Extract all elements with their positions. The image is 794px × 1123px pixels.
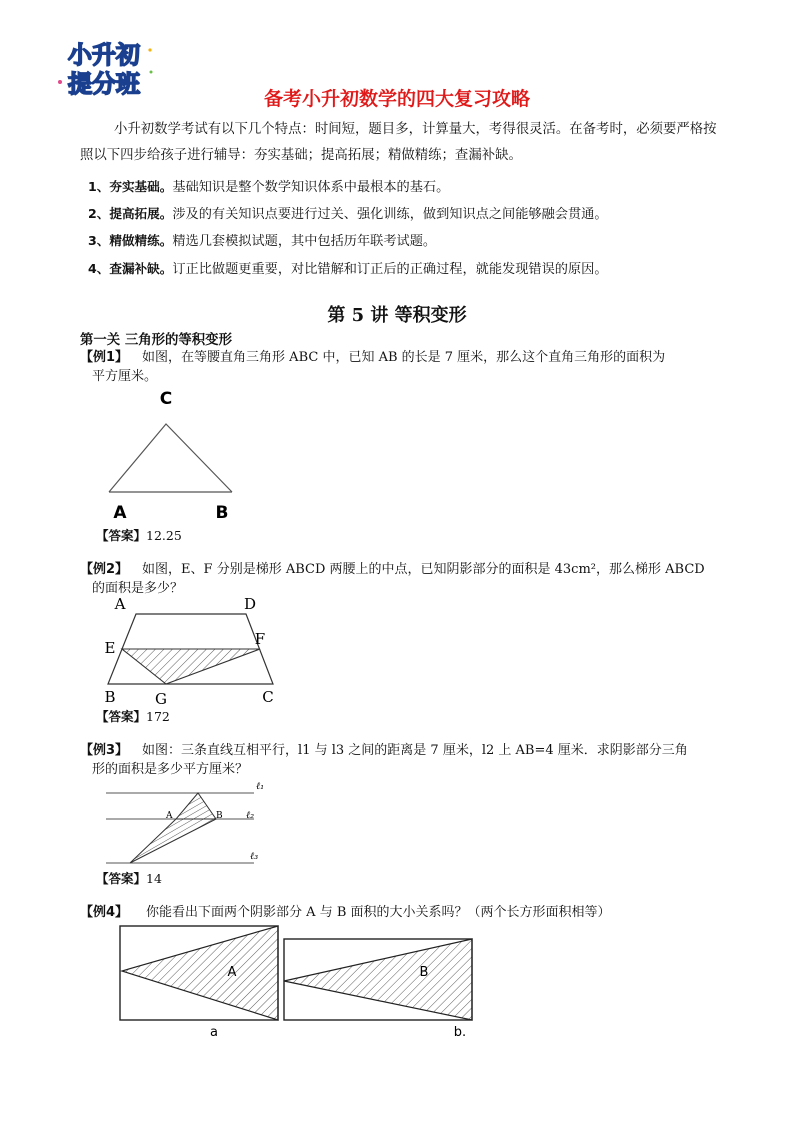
figure-2-trapezoid [100, 594, 285, 710]
example-1-answer-tag: 【答案】 [96, 528, 147, 543]
example-4-tag: 【例4】 [80, 905, 129, 920]
step-3 [88, 230, 728, 249]
fig3-label-a: A [166, 811, 173, 821]
fig4-caption-b: b. [453, 1025, 467, 1040]
intro-paragraph: 小升初数学考试有以下几个特点：时间短，题目多，计算量大，考得很灵活。在备考时，必须要严格按照以下四步给孩子进行辅导：夯实基础；提高拓展；精做精练；查漏补缺。 [80, 122, 717, 163]
example-4 [80, 903, 720, 922]
step-1-text: 基础知识是整个数学知识体系中最根本的基石。 [172, 180, 450, 195]
fig2-label-g: G [155, 690, 167, 708]
example-3-answer-tag: 【答案】 [96, 871, 147, 886]
fig2-label-d: D [243, 595, 257, 613]
fig4-label-a-region: A [227, 965, 237, 980]
fig4-caption-a: a [210, 1025, 218, 1040]
example-2-line2: 的面积是多少？ [92, 581, 184, 596]
logo-line1: 小升初 [68, 41, 140, 69]
figure-1-triangle [100, 388, 250, 524]
logo-line2: 提分班 [68, 70, 140, 98]
step-3-head: 3、精做精练。 [88, 233, 173, 248]
step-1-head: 1、夯实基础。 [88, 179, 173, 194]
example-1-answer-value: 12.25 [146, 528, 182, 543]
example-1-answer [96, 526, 182, 544]
fig4-label-b-region: B [419, 965, 429, 980]
step-3-text: 精选几套模拟试题，其中包括历年联考试题。 [172, 234, 437, 249]
fig2-label-a: A [114, 595, 126, 613]
intro [80, 117, 720, 169]
fig2-label-f: F [254, 630, 266, 648]
example-3-line2: 形的面积是多少平方厘米？ [92, 762, 249, 777]
step-2 [88, 203, 728, 222]
example-2-line1: 如图，E、F 分别是梯形 ABCD 两腰上的中点，已知阴影部分的面积是 43cm²，那么梯形 ABCD [142, 562, 705, 577]
step-2-head: 2、提高拓展。 [88, 206, 173, 221]
fig2-label-e: E [104, 639, 116, 657]
example-1-tag: 【例1】 [80, 350, 129, 365]
fig3-label-l3: ℓ₃ [250, 851, 259, 862]
fig3-label-b: B [216, 811, 223, 821]
fig1-label-a: A [113, 503, 127, 523]
section-heading: 第一关 三角形的等积变形 [80, 333, 232, 348]
example-3-answer-value: 14 [146, 871, 162, 886]
step-2-text: 涉及的有关知识点要进行过关、强化训练，做到知识点之间能够融会贯通。 [172, 207, 608, 222]
example-2 [80, 560, 720, 598]
fig2-label-c: C [262, 688, 274, 706]
example-1-line1: 如图，在等腰直角三角形 ABC 中，已知 AB 的长是 7 厘米，那么这个直角三角形的面积为 [142, 350, 666, 365]
example-3 [80, 741, 720, 779]
example-2-tag: 【例2】 [80, 562, 129, 577]
example-3-answer [96, 869, 162, 887]
step-4-head: 4、查漏补缺。 [88, 261, 173, 276]
example-1-line2: 平方厘米。 [92, 369, 158, 384]
step-1 [88, 176, 728, 195]
figure-4-rectangles [116, 922, 482, 1046]
example-1 [80, 348, 720, 386]
example-2-answer-tag: 【答案】 [96, 709, 147, 724]
page-title: 备考小升初数学的四大复习攻略 [263, 88, 530, 110]
step-4-text: 订正比做题更重要，对比错解和订正后的正确过程，就能发现错误的原因。 [172, 262, 608, 277]
fig1-label-b: B [215, 503, 229, 523]
fig3-label-l2: ℓ₂ [246, 810, 255, 821]
example-4-line1: 你能看出下面两个阴影部分 A 与 B 面积的大小关系吗？（两个长方形面积相等） [146, 905, 611, 920]
fig2-label-b: B [104, 688, 116, 706]
example-3-tag: 【例3】 [80, 743, 129, 758]
lecture-heading: 第 5 讲 等积变形 [327, 305, 467, 326]
example-3-line1: 如图：三条直线互相平行，l1 与 l3 之间的距离是 7 厘米，l2 上 AB=4 厘米．求阴影部分三角 [142, 743, 688, 758]
step-4 [88, 258, 728, 277]
figure-3-parallel-lines [104, 778, 266, 870]
example-2-answer [96, 707, 170, 725]
fig1-label-c: C [159, 389, 173, 409]
fig3-label-l1: ℓ₁ [256, 781, 265, 792]
example-2-answer-value: 172 [146, 709, 170, 724]
